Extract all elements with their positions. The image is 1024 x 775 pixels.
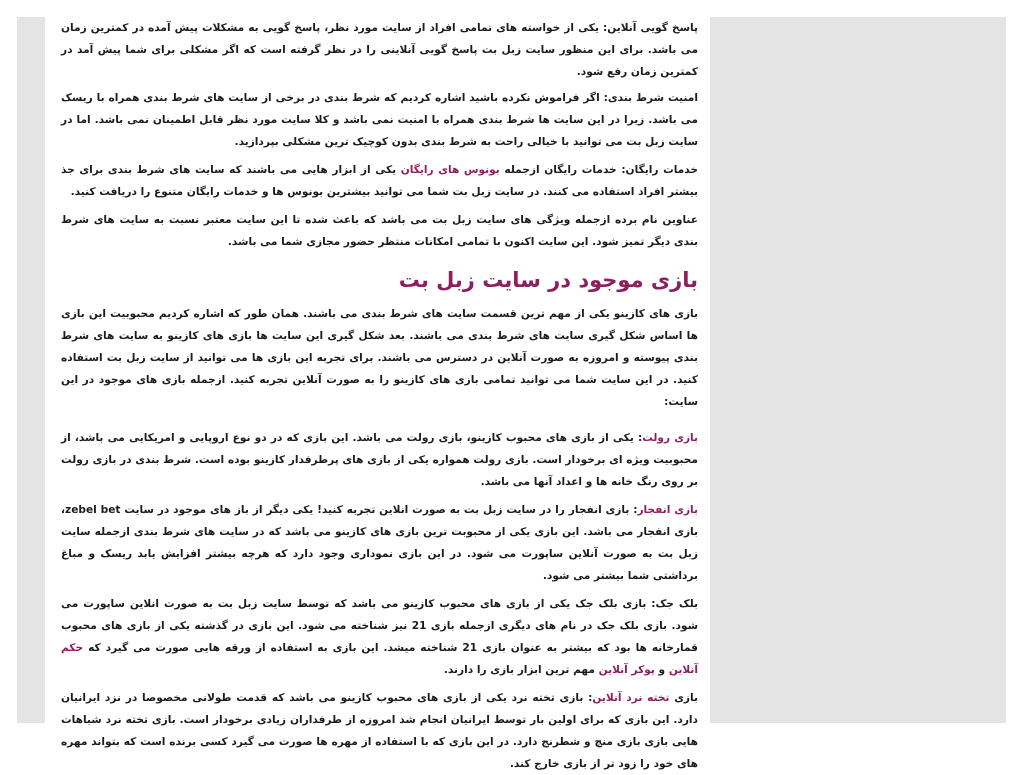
paragraph-summary: عناوین نام برده ازجمله ویژگی های سایت زبل بت می باشد که باعث شده تا این سایت معتبر نسبت به سایت های شرط بندی دیگر تمیز شود. این سایت اکنون با تمامی امکانات منتظر حضور مجازی شما می باشد. [61, 214, 698, 248]
article-body [45, 17, 710, 775]
paragraph-backgammon [61, 687, 698, 775]
paragraph-roulette [61, 427, 698, 493]
free-bonus-link[interactable]: بونوس های رایگان [400, 164, 500, 176]
crash-game-link[interactable]: بازی انفجار [637, 504, 699, 516]
paragraph-free-services [61, 159, 698, 203]
paragraph-crash-game [61, 499, 698, 587]
spacer [61, 419, 698, 427]
poker-online-link[interactable]: پوکر آنلاین [598, 664, 655, 676]
crash-game-text: : بازی انفجار را در سایت زبل بت به صورت انلاین تجربه کنید! یکی دیگر از باز های موجود در سایت zebel bet، بازی انفجار می باشد. این بازی یکی از محبوبت ترین بازی های کازینو می باشد که در سایت های شرط بندی ازجمله سایت زبل بت به صورت آنلاین ساپورت می شود. در این بازی نموداری وجود دارد که هرچه بیشتر افزایش یابد ریسک و مباغ برداشتی شما بیشتر می شود. [61, 504, 698, 582]
blackjack-text-and: و [654, 664, 669, 676]
paragraph-casino-intro: بازی های کازینو یکی از مهم ترین قسمت سایت های شرط بندی می باشند. همان طور که اشاره کردیم محبوبیت این بازی ها اساس شکل گیری سایت های شرط بندی می باشند. بعد شکل گیری این سایت ها بازی های کازینو به سایت های شرط بندی پیوسته و امروزه به صورت آنلاین در دسترس می باشند. برای تجربه این بازی ها می توانید از سایت زبل بت استفاده کنید. در این سایت شما می توانید تمامی بازی های کازینو را به صورت آنلاین تجربه کنید. ازجمله بازی های موجود در این سایت: [61, 308, 698, 408]
section-heading: بازی موجود در سایت زبل بت [398, 268, 698, 292]
paragraph-online-support: پاسخ گویی آنلاین: یکی از خواسته های تمامی افراد از سایت مورد نظر، پاسخ گویی به مشکلات پیش آمده در کمترین زمان می باشد. برای این منظور سایت زبل بت پاسخ گویی آنلاینی را در نظر گرفته است که اگر مشکلی برای شما پیش آمد در کمترین زمان رفع شود. [61, 22, 698, 78]
blackjack-text-start: بلک جک: بازی بلک جک یکی از بازی های محبوب کازینو می باشد که توسط سایت زبل بت به صورت انلاین ساپورت می شود. بازی بلک جک در نام های دیگری ازجمله بازی 21 نیز شناخته می شود. این بازی در گذشته یکی از بازی های محبوب قمارخانه ها بود که بیشتر به عنوان بازی 21 شناخته میشد. این بازی به استفاده از ورقه هایی صورت می گیرد که [61, 598, 698, 654]
paragraph-blackjack [61, 593, 698, 681]
roulette-text: : یکی از بازی های محبوب کازینو، بازی رولت می باشد. این بازی که در دو نوع اروپایی و امریکایی می باشد، از محبوبیت ویژه ای برخودار است. بازی رولت همواره یکی از بازی های پرطرفدار کازینو بوده است. شرط بندی در بازی رولت بر روی رنگ خانه ها و اعداد آنها می باشد. [61, 432, 698, 488]
free-services-text-end: یکی از ابزار هایی می باشند که سایت های شرط بندی برای جذ بیشتر افراد استفاده می کنند. در سایت زبل بت شما می توانید بیشترین بونوس ها و خدمات رایگان متنوع را دریافت کنید. [61, 164, 698, 198]
paragraph-betting-security: امنیت شرط بندی: اگر فراموش نکرده باشید اشاره کردیم که شرط بندی در برخی از سایت های شرط بندی همراه با ریسک می باشد. زیرا در این سایت ها شرط بندی همراه با امنیت نمی باشد و کلا سایت مورد نظر قابل اطمینان نمی باشد. اما در سایت زبل بت می توانید با خیالی راحت به شرط بندی بدون کوچیک ترین مشکلی بپردازید. [61, 92, 698, 148]
backgammon-text: : بازی تخته نرد یکی از بازی های محبوب کازینو می باشد که قدمت طولانی مخصوصا در نزد ایرانیان دارد. این بازی که برای اولین بار توسط ایرانیان انجام شد امروزه از طرفداران زیادی برخودار است. بازی تخته نرد شباهات هایی بازی بازی منچ و شطرنج دارد. در این بازی که با استفاده از مهره ها صورت می گیرد کسی برنده است که بتواند مهره های خود را زود تر از بازی خارج کند. [61, 692, 698, 770]
backgammon-link[interactable]: تخته نرد آنلاین [592, 692, 670, 704]
blackjack-text-end: مهم ترین ابزار بازی را دارند. [443, 664, 599, 676]
hokm-online-link[interactable]: حکم آنلاین [61, 642, 698, 676]
roulette-link[interactable]: بازی رولت [642, 432, 699, 444]
backgammon-text-prefix: بازی [669, 692, 698, 704]
free-services-text-start: خدمات رایگان: خدمات رایگان ازجمله [499, 164, 698, 176]
article-container [45, 17, 710, 770]
